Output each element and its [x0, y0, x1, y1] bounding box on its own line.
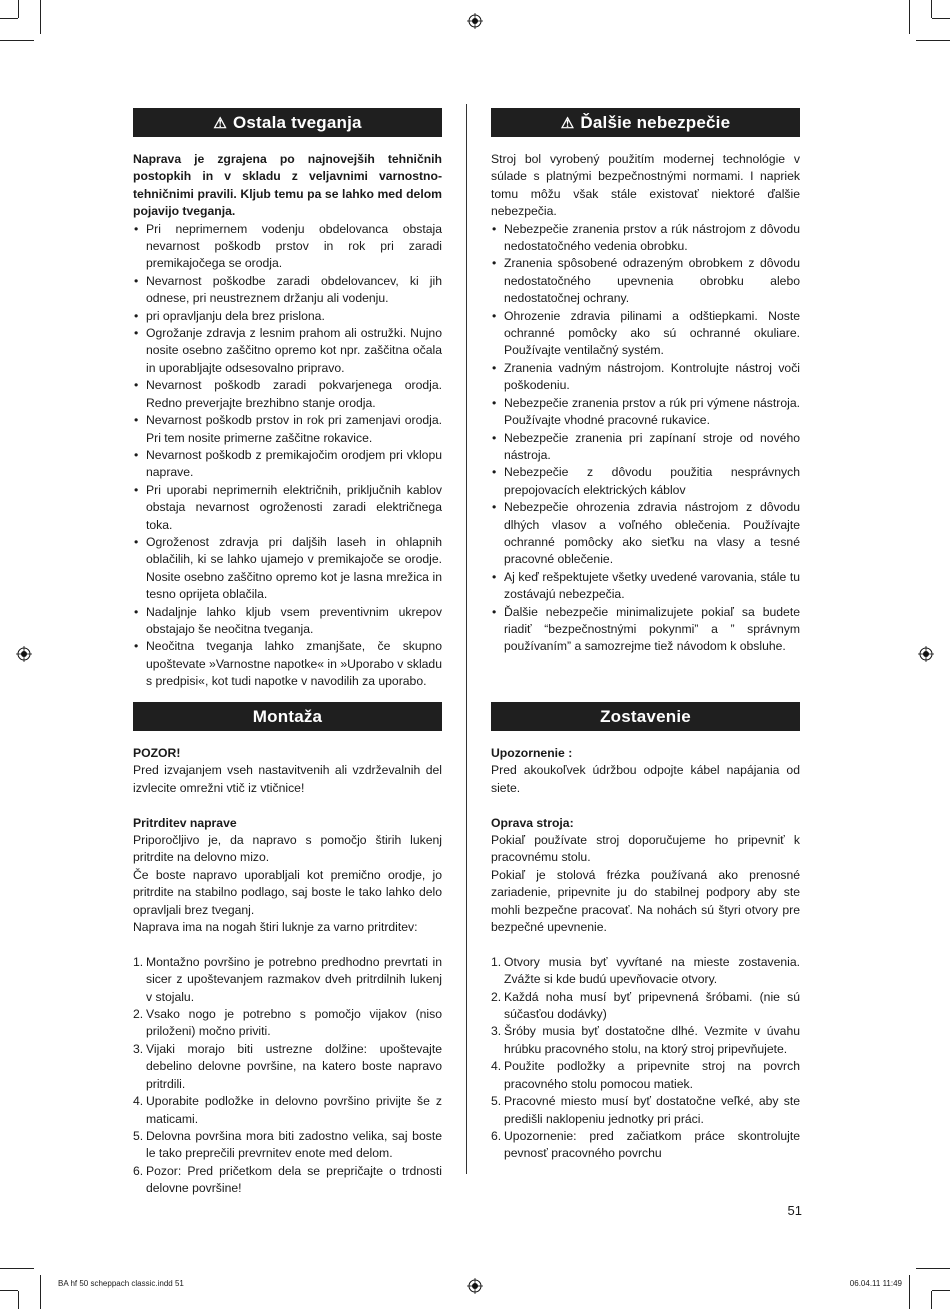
step-item [133, 1006, 442, 1041]
sub-heading: Oprava stroja: [491, 815, 574, 830]
crop-mark [18, 1291, 19, 1309]
step-text: Delovna površina mora biti zadostno velika, saj boste le tako preprečili prevrnitev enote med delom. [146, 1128, 442, 1161]
step-number: 1. [491, 954, 502, 969]
bullet-item: • Nebezpečie ohrozenia zdravia nástrojom z dôvodu dlhých vlasov a voľného oblečenia. Používajte ochranné pomôcky ako sieťku na vlasy a tesné pracovné oblečenie. [491, 499, 800, 569]
crop-mark [0, 1290, 18, 1291]
bullet-item: • Ďalšie nebezpečie minimalizujete pokiaľ sa budete riadiť “bezpečnostnými pokynmi” a ” správnym používaním” a samozrejme tiež návodom k obsluhe. [491, 604, 800, 656]
crop-mark [0, 18, 18, 19]
warning-label: Upozornenie : [491, 746, 573, 760]
step-item [491, 954, 800, 989]
step-item [491, 1093, 800, 1128]
print-slug-filename: BA hf 50 scheppach classic.indd 51 [58, 1279, 184, 1288]
step-item [133, 1163, 442, 1198]
paragraph: Naprava ima na nogah štiri luknje za varno pritrditev: [133, 920, 418, 935]
step-item [491, 1128, 800, 1163]
paragraph: Pokiaľ používate stroj doporučujeme ho pripevniť k pracovnému stolu. [491, 833, 800, 865]
risk-list [491, 221, 800, 656]
registration-mark-icon [467, 1278, 483, 1294]
right-column-risks [491, 108, 800, 656]
crop-mark [0, 40, 34, 41]
step-item [133, 1128, 442, 1163]
paragraph: Če boste napravo uporabljali kot premično orodje, jo pritrdite na stabilno podlago, saj boste le tako lahko delo opravljali brez tveganj. [133, 867, 442, 917]
bullet-item: • Nevarnost poškodb zaradi pokvarjenega orodja. Redno preverjajte brezhibno stanje orodja. [133, 377, 442, 412]
section-title: Ďalšie nebezpečie [580, 113, 731, 132]
bullet-item: • Ogroženost zdravja pri daljših laseh in ohlapnih oblačilih, ki se lahko ujamejo v premikajoče se orodje. Nosite osebno zaščitno opremo kot je lasna mrežica in tesno oprijeta oblačila. [133, 534, 442, 604]
crop-mark [932, 18, 950, 19]
section-header-zostavenie [491, 702, 800, 731]
crop-mark [40, 0, 41, 34]
warning-text: Pred izvajanjem vseh nastavitvenih ali vzdrževalnih del izvlecite omrežni vtič iz vtičnice! [133, 763, 442, 795]
step-text: Každá noha musí byť pripevnená šróbami. (nie sú súčasťou dodávky) [504, 989, 800, 1022]
registration-mark-icon [467, 13, 483, 29]
warning-label: POZOR! [133, 746, 181, 760]
step-item [133, 1041, 442, 1093]
section-title: Montaža [252, 707, 323, 726]
intro-paragraph: Naprava je zgrajena po najnovejših tehničnih postopkih in v skladu z veljavnimi varnostno- tehničnimi pravili. Kljub temu pa se lahko med delom pojavijo tveganja. [133, 152, 442, 219]
bullet-item: • Nadaljnje lahko kljub vsem preventivnim ukrepov obstajajo še neočitna tveganja. [133, 604, 442, 639]
crop-mark [932, 1290, 950, 1291]
step-text: Šróby musia byť dostatočne dlhé. Vezmite v úvahu hrúbku pracovného stolu, na ktorý stroj pripevňujete. [504, 1024, 800, 1056]
step-text: Pracovné miesto musí byť dostatočne veľké, aby ste predišli naklopeniu jednotky pri práci. [504, 1094, 800, 1126]
warning-icon: ⚠ [213, 115, 227, 132]
crop-mark [931, 1291, 932, 1309]
crop-mark [909, 0, 910, 34]
crop-mark [909, 1275, 910, 1309]
bullet-item: • Nevarnost poškodbe zaradi obdelovancev, ki jih odnese, pri neustreznem držanju ali vodenju. [133, 273, 442, 308]
step-number: 2. [133, 1007, 144, 1022]
bullet-item: • Neočitna tveganja lahko zmanjšate, če skupno upoštevate »Varnostne napotke« in »Uporabo v skladu s predpisi«, kot tudi napotke v navodilih za uporabo. [133, 638, 442, 690]
section-title: Zostavenie [600, 707, 691, 726]
registration-mark-icon [16, 646, 32, 662]
warning-text: Pred akoukoľvek údržbou odpojte kábel napájania od siete. [491, 763, 800, 795]
crop-mark [0, 1268, 34, 1269]
step-number: 5. [133, 1128, 144, 1143]
bullet-item: • Nebezpečie zranenia pri zapínaní stroje od nového nástroja. [491, 430, 800, 465]
bullet-item: • Zranenia vadným nástrojom. Kontrolujte nástroj voči poškodeniu. [491, 360, 800, 395]
crop-mark [916, 40, 950, 41]
page-number: 51 [787, 1203, 802, 1218]
section-title: Ostala tveganja [232, 113, 362, 132]
step-text: Otvory musia byť vyvŕtané na mieste zostavenia. Zvážte si kde budú upevňovacie otvory. [504, 954, 800, 987]
step-number: 3. [133, 1041, 144, 1056]
crop-mark [931, 0, 932, 18]
bullet-item: • Ohrozenie zdravia pilinami a odštiepkami. Noste ochranné pomôcky ako sú ochranné okuliare. Používajte ventilačný systém. [491, 308, 800, 360]
step-number: 6. [491, 1128, 502, 1143]
step-text: Upozornenie: pred začiatkom práce skontrolujte pevnosť pracovného povrchu [504, 1128, 800, 1161]
step-text: Pozor: Pred pričetkom dela se prepričajte o trdnosti delovne površine! [146, 1163, 442, 1196]
section-header-dalsie-nebezpecie [491, 108, 800, 137]
crop-mark [916, 1268, 950, 1269]
step-text: Vijaki morajo biti ustrezne dolžine: upoštevajte debelino delovne površine, na katero boste napravo pritrdili. [146, 1041, 442, 1091]
bullet-item: • Aj keď rešpektujete všetky uvedené varovania, stále tu zostávajú nebezpečia. [491, 569, 800, 604]
step-text: Montažno površino je potrebno predhodno prevrtati in sicer z upoštevanjem razmakov dveh pritrdilnih lukenj v stojalu. [146, 954, 442, 1004]
paragraph: Priporočljivo je, da napravo s pomočjo štirih lukenj pritrdite na delovno mizo. [133, 833, 442, 865]
bullet-item: • Nebezpečie z dôvodu použitia nesprávnych prepojovacích elektrických káblov [491, 464, 800, 499]
montaza-section [133, 702, 442, 1198]
bullet-item: • Nevarnost poškodb z premikajočim orodjem pri vklopu naprave. [133, 447, 442, 482]
bullet-item: • Nebezpečie zranenia prstov a rúk pri výmene nástroja. Používajte vhodné pracovné rukavice. [491, 395, 800, 430]
step-text: Použite podložky a pripevnite stroj na povrch pracovného stolu pomocou matiek. [504, 1059, 800, 1091]
steps-list [491, 954, 800, 1163]
crop-mark [18, 0, 19, 18]
section-header-ostala-tveganja [133, 108, 442, 137]
step-text: Vsako nogo je potrebno s pomočjo vijakov (niso priloženi) močno priviti. [146, 1007, 442, 1039]
bullet-item: • Nevarnost poškodb prstov in rok pri zamenjavi orodja. Pri tem nosite primerne zaščitne rokavice. [133, 412, 442, 447]
zostavenie-section [491, 702, 800, 1163]
bullet-item: • Zranenia spôsobené odrazeným obrobkem z dôvodu nedostatočného upevnenia obrobku alebo nedostatočnej ochrany. [491, 255, 800, 307]
intro-paragraph: Stroj bol vyrobený použitím modernej technológie v súlade s platnými bezpečnostnými normami. I napriek tomu môžu však stále existovať niektoré ďalšie nebezpečia. [491, 152, 800, 219]
step-item [491, 1023, 800, 1058]
step-number: 4. [491, 1059, 502, 1074]
print-slug-timestamp: 06.04.11 11:49 [849, 1279, 902, 1288]
risk-list [133, 221, 442, 691]
step-number: 2. [491, 989, 502, 1004]
step-number: 3. [491, 1024, 502, 1039]
step-item [491, 989, 800, 1024]
step-item [133, 1093, 442, 1128]
section-header-montaza [133, 702, 442, 731]
column-divider [466, 104, 467, 1174]
paragraph: Pokiaľ je stolová frézka používaná ako prenosné zariadenie, pripevnite ju do stabilnej podpory aby ste mohli bezpečne pracovať. Na nohách sú štyri otvory pre bezpečné upevnenie. [491, 867, 800, 935]
step-item [133, 954, 442, 1006]
steps-list [133, 954, 442, 1198]
bullet-item: • Pri uporabi neprimernih električnih, priključnih kablov obstaja nevarnost ogroženosti zaradi električnega toka. [133, 482, 442, 534]
registration-mark-icon [918, 646, 934, 662]
crop-mark [40, 1275, 41, 1309]
step-number: 5. [491, 1094, 502, 1109]
warning-icon: ⚠ [560, 115, 575, 132]
bullet-item: • Nebezpečie zranenia prstov a rúk nástrojom z dôvodu nedostatočného vedenia obrobku. [491, 221, 800, 256]
bullet-item: • pri opravljanju dela brez prislona. [133, 308, 442, 325]
step-number: 6. [133, 1163, 144, 1178]
bullet-item: • Ogrožanje zdravja z lesnim prahom ali ostružki. Nujno nosite osebno zaščitno opremo kot npr. zaščitna očala in uporabljajte odsesovalno pripravo. [133, 325, 442, 377]
step-number: 1. [133, 954, 144, 969]
step-item [491, 1058, 800, 1093]
bullet-item: • Pri neprimernem vodenju obdelovanca obstaja nevarnost poškodb prstov in rok pri zaradi premikajočega se orodja. [133, 221, 442, 273]
step-number: 4. [133, 1094, 144, 1109]
step-text: Uporabite podložke in delovno površino privijte še z maticami. [146, 1094, 442, 1126]
sub-heading: Pritrditev naprave [133, 815, 237, 830]
left-column-risks [133, 108, 442, 691]
